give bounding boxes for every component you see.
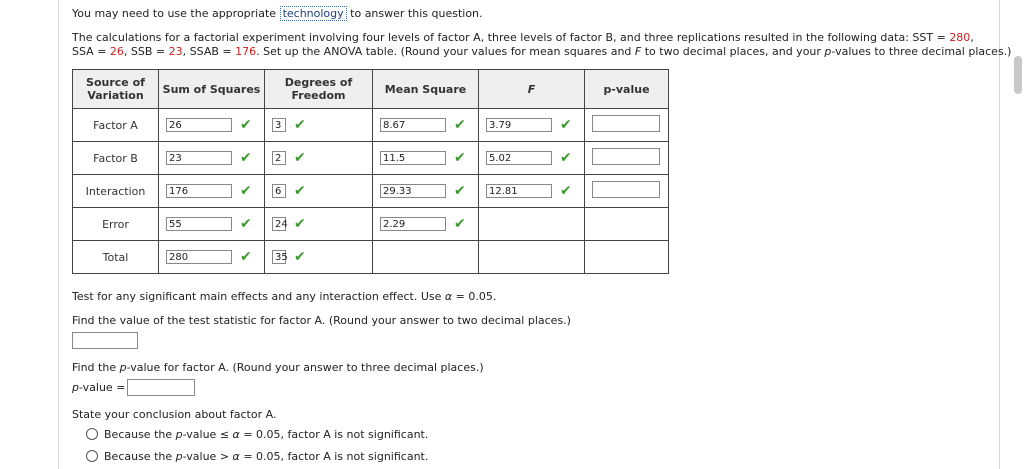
checkmark-icon: ✔ xyxy=(560,117,572,133)
empty-cell xyxy=(479,208,585,241)
ss-input[interactable]: 280 xyxy=(166,250,232,264)
question-conclusion: State your conclusion about factor A. xyxy=(72,408,277,421)
checkmark-icon: ✔ xyxy=(240,249,252,265)
anova-table xyxy=(72,69,669,274)
checkmark-icon: ✔ xyxy=(240,183,252,199)
question-p-value: Find the p-value for factor A. (Round your answer to three decimal places.) xyxy=(72,361,484,374)
table-row xyxy=(73,241,669,274)
checkmark-icon: ✔ xyxy=(454,117,466,133)
checkmark-icon: ✔ xyxy=(294,183,306,199)
ss-cell xyxy=(159,109,265,142)
checkmark-icon: ✔ xyxy=(240,150,252,166)
df-cell xyxy=(265,142,373,175)
table-row xyxy=(73,175,669,208)
table-row xyxy=(73,142,669,175)
f-input[interactable]: 12.81 xyxy=(486,184,552,198)
radio-button[interactable] xyxy=(86,428,98,440)
ms-cell xyxy=(373,142,479,175)
ss-input[interactable]: 176 xyxy=(166,184,232,198)
checkmark-icon: ✔ xyxy=(294,117,306,133)
df-input[interactable]: 35 xyxy=(272,250,286,264)
table-row xyxy=(73,208,669,241)
ss-cell xyxy=(159,175,265,208)
conclusion-option-1[interactable]: Because the p-value ≤ α = 0.05, factor A is not significant. xyxy=(86,428,428,441)
p-value-cell xyxy=(585,142,669,175)
ss-cell xyxy=(159,241,265,274)
ms-cell xyxy=(373,109,479,142)
problem-line-2: SSA = 26, SSB = 23, SSAB = 176. Set up the ANOVA table. (Round your values for mean squares and F to two decimal places, and your p-values to three decimal places.) xyxy=(72,45,1012,58)
df-input[interactable]: 3 xyxy=(272,118,286,132)
p-value-input[interactable] xyxy=(127,379,195,396)
header-source: Source of Variation xyxy=(73,70,159,109)
question-test-statistic: Find the value of the test statistic for factor A. (Round your answer to two decimal places.) xyxy=(72,314,571,327)
test-statistic-input[interactable] xyxy=(72,332,138,349)
df-cell xyxy=(265,109,373,142)
ms-cell xyxy=(373,208,479,241)
ss-input[interactable]: 26 xyxy=(166,118,232,132)
empty-cell xyxy=(479,241,585,274)
ms-input[interactable]: 11.5 xyxy=(380,151,446,165)
conclusion-option-2[interactable]: Because the p-value > α = 0.05, factor A is not significant. xyxy=(86,450,428,463)
df-cell xyxy=(265,208,373,241)
header-p-value: p-value xyxy=(585,70,669,109)
header-df: Degrees of Freedom xyxy=(265,70,373,109)
p-value-table-input[interactable] xyxy=(592,181,660,198)
df-cell xyxy=(265,175,373,208)
p-value-table-input[interactable] xyxy=(592,115,660,132)
checkmark-icon: ✔ xyxy=(560,150,572,166)
intro-text: You may need to use the appropriate technology to answer this question. xyxy=(72,7,483,20)
row-source-label: Factor B xyxy=(73,142,159,175)
df-input[interactable]: 6 xyxy=(272,184,286,198)
checkmark-icon: ✔ xyxy=(454,150,466,166)
ss-cell xyxy=(159,142,265,175)
technology-link[interactable]: technology xyxy=(280,6,347,21)
df-input[interactable]: 24 xyxy=(272,217,286,231)
checkmark-icon: ✔ xyxy=(240,216,252,232)
f-cell xyxy=(479,175,585,208)
f-cell xyxy=(479,109,585,142)
checkmark-icon: ✔ xyxy=(560,183,572,199)
table-row xyxy=(73,109,669,142)
p-value-cell xyxy=(585,109,669,142)
p-value-label: p-value = xyxy=(72,381,126,394)
p-value-cell xyxy=(585,175,669,208)
row-source-label: Factor A xyxy=(73,109,159,142)
df-input[interactable]: 2 xyxy=(272,151,286,165)
f-input[interactable]: 5.02 xyxy=(486,151,552,165)
row-source-label: Total xyxy=(73,241,159,274)
f-cell xyxy=(479,142,585,175)
row-source-label: Interaction xyxy=(73,175,159,208)
checkmark-icon: ✔ xyxy=(294,216,306,232)
problem-line-1: The calculations for a factorial experiment involving four levels of factor A, three levels of factor B, and three replications resulted in the following data: SST = 280, xyxy=(72,31,974,44)
header-sum-squares: Sum of Squares xyxy=(159,70,265,109)
radio-button[interactable] xyxy=(86,450,98,462)
p-value-table-input[interactable] xyxy=(592,148,660,165)
ss-cell xyxy=(159,208,265,241)
scrollbar-thumb[interactable] xyxy=(1014,56,1022,94)
df-cell xyxy=(265,241,373,274)
checkmark-icon: ✔ xyxy=(454,216,466,232)
ss-input[interactable]: 23 xyxy=(166,151,232,165)
question-significance: Test for any significant main effects and any interaction effect. Use α = 0.05. xyxy=(72,290,497,303)
checkmark-icon: ✔ xyxy=(294,150,306,166)
row-source-label: Error xyxy=(73,208,159,241)
header-f: F xyxy=(479,70,585,109)
ms-input[interactable]: 2.29 xyxy=(380,217,446,231)
empty-cell xyxy=(585,241,669,274)
ms-input[interactable]: 8.67 xyxy=(380,118,446,132)
ms-input[interactable]: 29.33 xyxy=(380,184,446,198)
checkmark-icon: ✔ xyxy=(240,117,252,133)
checkmark-icon: ✔ xyxy=(294,249,306,265)
header-mean-square: Mean Square xyxy=(373,70,479,109)
ms-cell xyxy=(373,175,479,208)
ss-input[interactable]: 55 xyxy=(166,217,232,231)
f-input[interactable]: 3.79 xyxy=(486,118,552,132)
empty-cell xyxy=(585,208,669,241)
checkmark-icon: ✔ xyxy=(454,183,466,199)
table-header-row xyxy=(73,70,669,109)
empty-cell xyxy=(373,241,479,274)
